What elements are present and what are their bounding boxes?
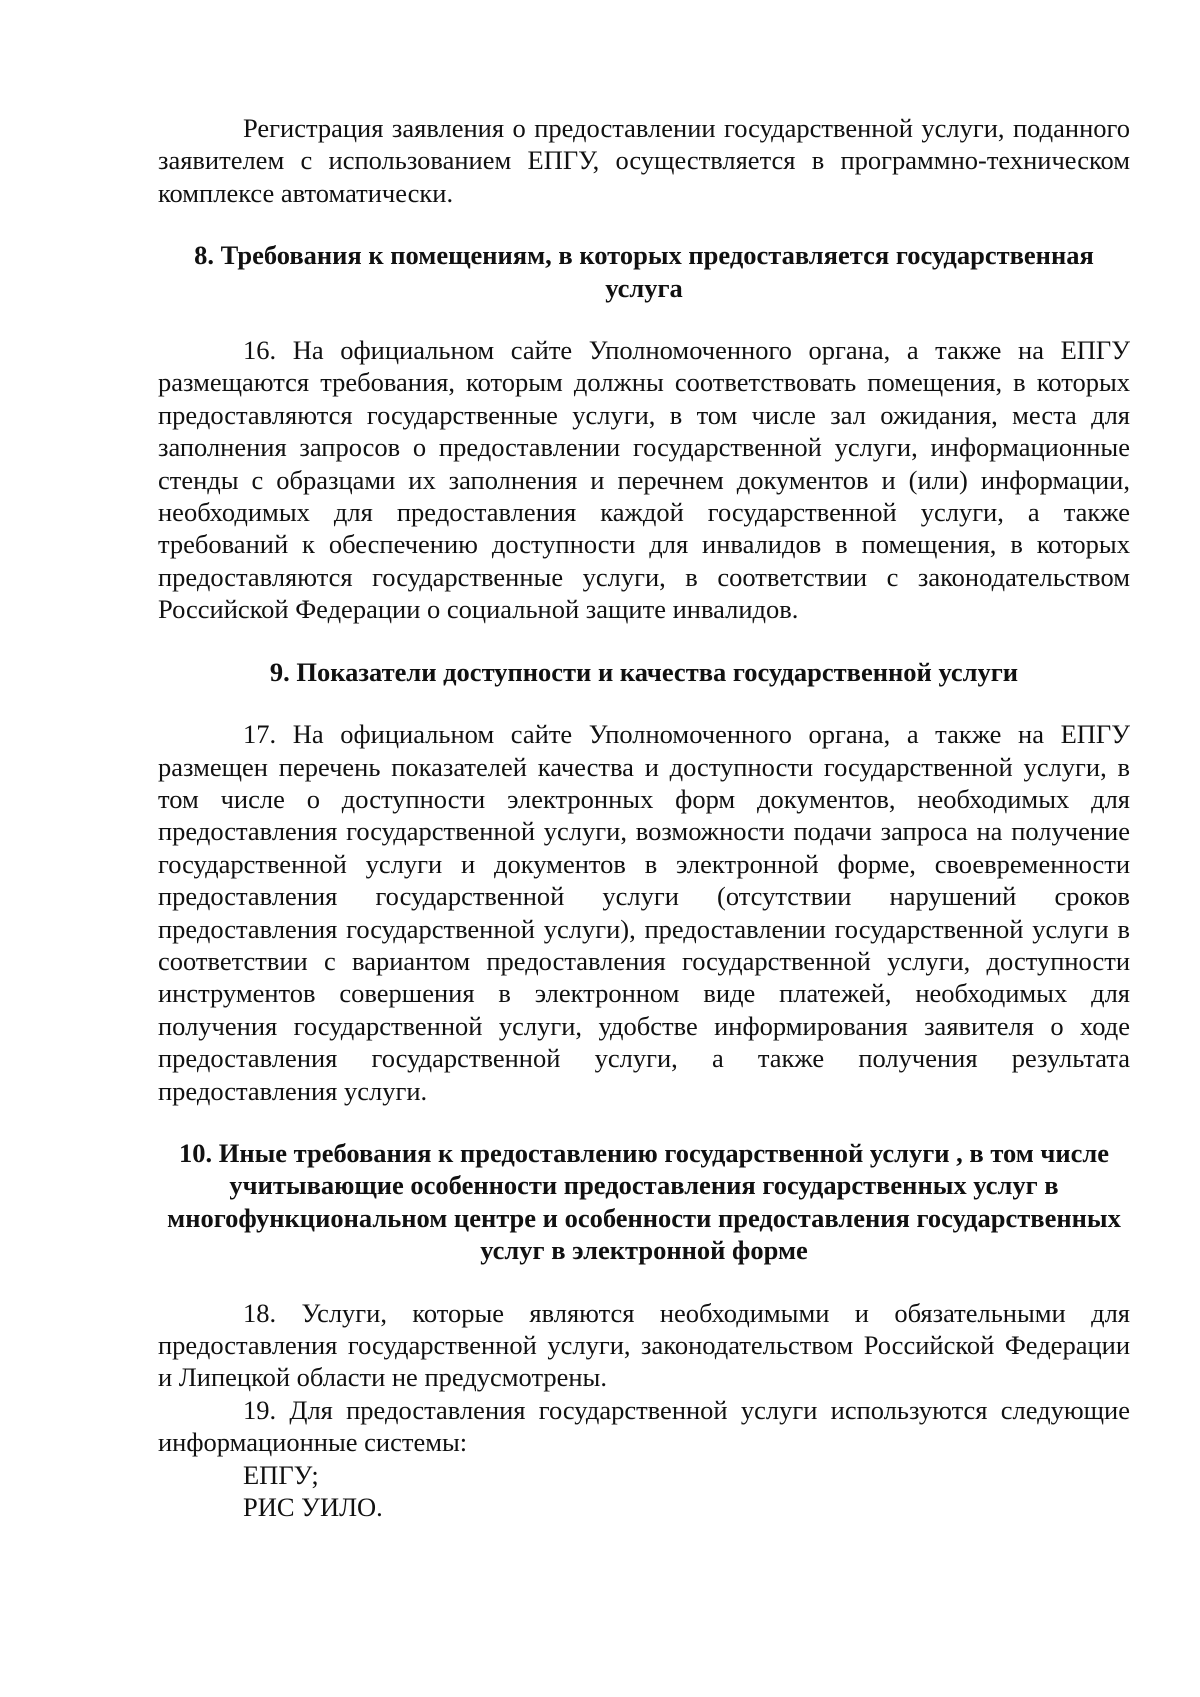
system-list-item: РИС УИЛО. (243, 1492, 383, 1523)
document-body (158, 112, 1130, 1523)
paragraph-17: 17. На официальном сайте Уполномоченного органа, а также на ЕПГУ размещен перечень показателей качества и доступности государственной услуги, в том числе о доступности электронных форм документов, необходимых для предоставления государственной услуги, возможности подачи запроса на получение государственной услуги и документов в электронной форме, своевременности предоставления государственной услуги (отсутствии нарушений сроков предоставления государственной услуги), предоставлении государственной услуги в соответствии с вариантом предоставления государственной услуги, доступности инструментов совершения в электронном виде платежей, необходимых для получения государственной услуги, удобстве информирования заявителя о ходе предоставления государственной услуги, а также получения результата предоставления услуги. (158, 719, 1130, 1106)
paragraph-16: 16. На официальном сайте Уполномоченного органа, а также на ЕПГУ размещаются требования, которым должны соответствовать помещения, в которых предоставляются государственные услуги, в том числе зал ожидания, места для заполнения запросов о предоставлении государственной услуги, информационные стенды с образцами их заполнения и перечнем документов и (или) информации, необходимых для предоставления каждой государственной услуги, а также требований к обеспечению доступности для инвалидов в помещения, в которых предоставляются государственные услуги, в соответствии с законодательством Российской Федерации о социальной защите инвалидов. (158, 335, 1130, 625)
paragraph-18: 18. Услуги, которые являются необходимыми и обязательными для предоставления государственной услуги, законодательством Российской Федерации и Липецкой области не предусмотрены. (158, 1297, 1130, 1393)
system-list-item: ЕПГУ; (243, 1459, 319, 1490)
section-8-heading: 8. Требования к помещениям, в которых предоставляется государственная услуга (194, 240, 1094, 303)
intro-paragraph: Регистрация заявления о предоставлении государственной услуги, поданного заявителем с использованием ЕПГУ, осуществляется в программно-техническом комплексе автоматически. (158, 113, 1130, 208)
paragraph-19: 19. Для предоставления государственной услуги используются следующие информационные системы: (158, 1394, 1130, 1458)
section-9-heading: 9. Показатели доступности и качества государственной услуги (269, 656, 1019, 687)
section-10-heading: 10. Иные требования к предоставлению государственной услуги , в том числе учитывающие особенности предоставления государственных услуг в многофункциональном центре и особенности предоставления государственных услуг в электронной форме (167, 1137, 1121, 1266)
